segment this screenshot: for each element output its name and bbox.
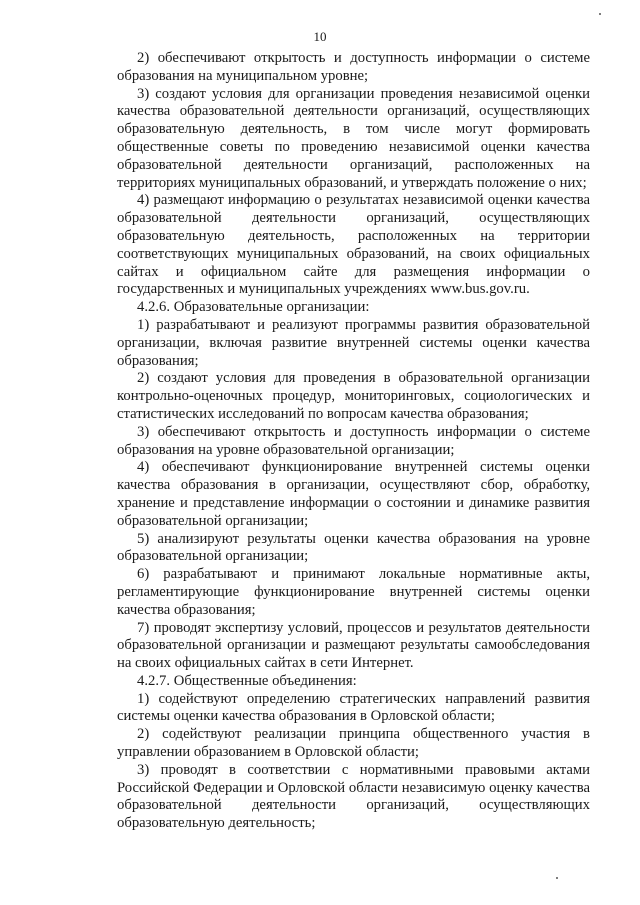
paragraph: 7) проводят экспертизу условий, процессов и результатов деятельности образовательной организации и размещают результаты самообследования на своих официальных сайтах в сети Интернет. <box>117 619 590 672</box>
paragraph: 2) создают условия для проведения в образовательной организации контрольно-оценочных процедур, мониторинговых, социологических и статистических исследований по вопросам качества образования; <box>117 370 590 422</box>
paragraph: 6) разрабатывают и принимают локальные нормативные акты, регламентирующие функционирование внутренней системы оценки качества образования; <box>117 566 590 618</box>
paragraph: 5) анализируют результаты оценки качества образования на уровне образовательной организации; <box>117 530 590 565</box>
paragraph: 4) размещают информацию о результатах независимой оценки качества образовательной деятельности организаций, осуществляющих образовательную деятельность, расположенных на территории соответствующих муниципальных образований, на своих официальных сайтах и официальном сайте для размещения информации о государственных и муниципальных учреждениях www.bus.gov.ru. <box>117 192 590 298</box>
section-heading: 4.2.7. Общественные объединения: <box>137 672 357 689</box>
scan-speck <box>599 13 601 15</box>
paragraph: 2) содействуют реализации принципа общественного участия в управлении образованием в Орловской области; <box>117 726 590 761</box>
paragraph: 2) обеспечивают открытость и доступность информации о системе образования на муниципальном уровне; <box>117 50 590 84</box>
section-heading: 4.2.6. Образовательные организации: <box>137 299 370 316</box>
paragraph: 4) обеспечивают функционирование внутренней системы оценки качества образования в организации, осуществляют сбор, обработку, хранение и представление информации о состоянии и динамике развития образовательной организации; <box>117 459 590 529</box>
paragraph: 3) обеспечивают открытость и доступность информации о системе образования на уровне образовательной организации; <box>117 423 590 458</box>
paragraph: 1) содействуют определению стратегических направлений развития системы оценки качества образования в Орловской области; <box>117 690 590 725</box>
paragraph: 3) создают условия для организации проведения независимой оценки качества образовательной деятельности организаций, осуществляющих образовательную деятельность, в том числе могут формировать общественные советы по проведению независимой оценки качества образовательной деятельности организаций, расположенных на территориях муниципальных образований, и утверждать положение о них; <box>117 85 590 191</box>
paragraph: 3) проводят в соответствии с нормативными правовыми актами Российской Федерации и Орловской области независимую оценку качества образовательной деятельности организаций, осуществляющих образовательную деятельность; <box>117 761 590 832</box>
document-body <box>117 50 590 833</box>
page-number: 10 <box>313 29 327 44</box>
scan-speck <box>556 877 558 879</box>
paragraph: 1) разрабатывают и реализуют программы развития образовательной организации, включая развитие внутренней системы оценки качества образования; <box>117 316 590 369</box>
